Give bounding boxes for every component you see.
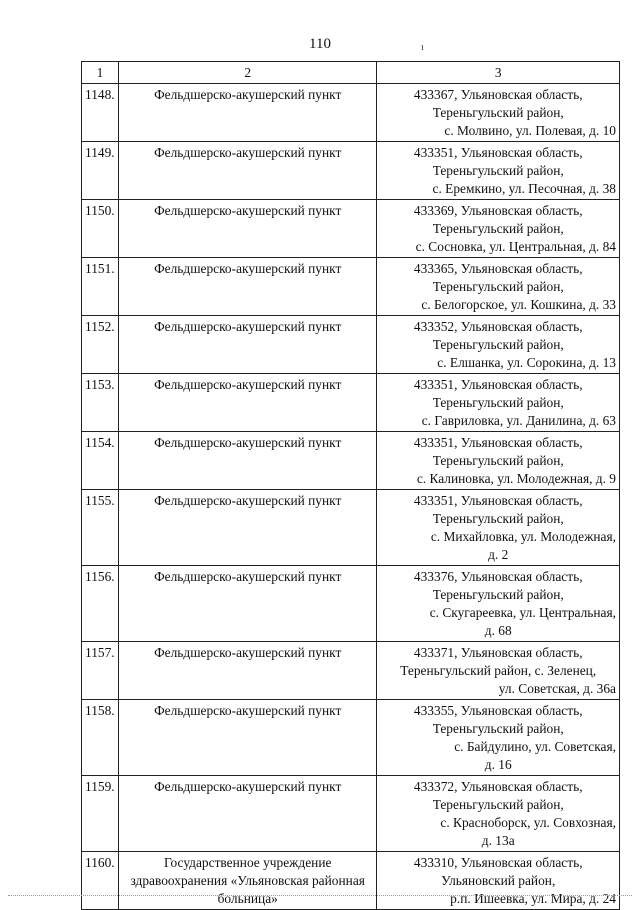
address-line: 433355, Ульяновская область, (413, 703, 583, 718)
institution-address (377, 200, 620, 258)
address-line: Тереньгульский район, (432, 221, 564, 236)
address-line: Тереньгульский район, (432, 587, 564, 602)
address-line: 433376, Ульяновская область, (413, 569, 583, 584)
address-line: 433351, Ульяновская область, (413, 493, 583, 508)
page-number: 110 (309, 36, 331, 52)
table-row (82, 432, 620, 490)
address-line: Тереньгульский район, (432, 453, 564, 468)
institution-name: Фельдшерско-акушерский пункт (118, 776, 376, 852)
address-line: р.п. Ишеевка, ул. Мира, д. 24 (450, 891, 616, 906)
column-header-name: 2 (118, 62, 376, 84)
address-line: д. 13а (481, 833, 515, 848)
address-line: Тереньгульский район, (432, 337, 564, 352)
institution-name: Фельдшерско-акушерский пункт (118, 490, 376, 566)
bottom-scan-edge (8, 895, 632, 896)
table-row (82, 642, 620, 700)
table-row (82, 316, 620, 374)
row-number: 1148. (82, 84, 119, 142)
table-row (82, 374, 620, 432)
address-line: 433352, Ульяновская область, (413, 319, 583, 334)
address-line: 433371, Ульяновская область, (413, 645, 583, 660)
address-line: д. 16 (484, 757, 512, 772)
address-line: с. Байдулино, ул. Советская, (454, 739, 616, 754)
institution-address (377, 374, 620, 432)
table-row (82, 490, 620, 566)
institution-address (377, 566, 620, 642)
row-number: 1151. (82, 258, 119, 316)
table-row (82, 258, 620, 316)
address-line: Тереньгульский район, (432, 511, 564, 526)
institution-name: Фельдшерско-акушерский пункт (118, 642, 376, 700)
address-line: Тереньгульский район, (432, 721, 564, 736)
address-line: Тереньгульский район, (432, 395, 564, 410)
institution-name: Фельдшерско-акушерский пункт (118, 374, 376, 432)
institution-name: Фельдшерско-акушерский пункт (118, 84, 376, 142)
institution-name: Фельдшерско-акушерский пункт (118, 200, 376, 258)
address-line: д. 2 (488, 547, 509, 562)
address-line: 433351, Ульяновская область, (413, 435, 583, 450)
institutions-table (81, 61, 620, 910)
address-line: 433365, Ульяновская область, (413, 261, 583, 276)
address-line: с. Михайловка, ул. Молодежная, (430, 529, 616, 544)
address-line: 433351, Ульяновская область, (413, 377, 583, 392)
table-body (82, 84, 620, 910)
institution-address (377, 316, 620, 374)
table-row (82, 200, 620, 258)
table-row (82, 142, 620, 200)
table-header-row (82, 62, 620, 84)
address-line: с. Гавриловка, ул. Данилина, д. 63 (421, 413, 616, 428)
row-number: 1155. (82, 490, 119, 566)
address-line: с. Сосновка, ул. Центральная, д. 84 (415, 239, 616, 254)
institution-address (377, 852, 620, 910)
address-line: 433351, Ульяновская область, (413, 145, 583, 160)
address-line: Тереньгульский район, (432, 797, 564, 812)
institution-address (377, 432, 620, 490)
row-number: 1152. (82, 316, 119, 374)
address-line: с. Молвино, ул. Полевая, д. 10 (444, 123, 616, 138)
row-number: 1158. (82, 700, 119, 776)
table-row (82, 566, 620, 642)
institution-address (377, 776, 620, 852)
table-row (82, 84, 620, 142)
row-number: 1153. (82, 374, 119, 432)
address-line: Ульяновский район, (441, 873, 556, 888)
institution-address (377, 700, 620, 776)
address-line: с. Белогорское, ул. Кошкина, д. 33 (421, 297, 616, 312)
address-line: с. Скугареевка, ул. Центральная, (429, 605, 616, 620)
address-line: Тереньгульский район, (432, 163, 564, 178)
institution-address (377, 642, 620, 700)
row-number: 1150. (82, 200, 119, 258)
institution-name: Фельдшерско-акушерский пункт (118, 258, 376, 316)
institution-name: Фельдшерско-акушерский пункт (118, 432, 376, 490)
column-header-number: 1 (82, 62, 119, 84)
address-line: Тереньгульский район, (432, 279, 564, 294)
institution-address (377, 84, 620, 142)
address-line: д. 68 (484, 623, 512, 638)
row-number: 1154. (82, 432, 119, 490)
table-row (82, 700, 620, 776)
address-line: 433310, Ульяновская область, (413, 855, 583, 870)
address-line: Тереньгульский район, (432, 105, 564, 120)
institution-name: Фельдшерско-акушерский пункт (118, 566, 376, 642)
table-row (82, 852, 620, 910)
address-line: Тереньгульский район, с. Зеленец, (400, 663, 597, 678)
address-line: 433367, Ульяновская область, (413, 87, 583, 102)
address-line: с. Калиновка, ул. Молодежная, д. 9 (416, 471, 616, 486)
row-number: 1156. (82, 566, 119, 642)
address-line: 433372, Ульяновская область, (413, 779, 583, 794)
address-line: с. Красноборск, ул. Совхозная, (440, 815, 616, 830)
address-line: с. Елшанка, ул. Сорокина, д. 13 (437, 355, 616, 370)
institution-name: Фельдшерско-акушерский пункт (118, 142, 376, 200)
address-line: ул. Советская, д. 36а (498, 681, 616, 696)
address-line: с. Еремкино, ул. Песочная, д. 38 (432, 181, 616, 196)
address-line: 433369, Ульяновская область, (413, 203, 583, 218)
institution-address (377, 142, 620, 200)
row-number: 1159. (82, 776, 119, 852)
row-number: 1160. (82, 852, 119, 910)
institution-name: Фельдшерско-акушерский пункт (118, 316, 376, 374)
table-row (82, 776, 620, 852)
column-header-address: 3 (377, 62, 620, 84)
row-number: 1149. (82, 142, 119, 200)
margin-tick-mark: ı (421, 42, 424, 53)
institution-address (377, 258, 620, 316)
institution-name: Фельдшерско-акушерский пункт (118, 700, 376, 776)
row-number: 1157. (82, 642, 119, 700)
institution-name: Государственное учреждение здравоохранения «Ульяновская районная больница» (118, 852, 376, 910)
institution-address (377, 490, 620, 566)
